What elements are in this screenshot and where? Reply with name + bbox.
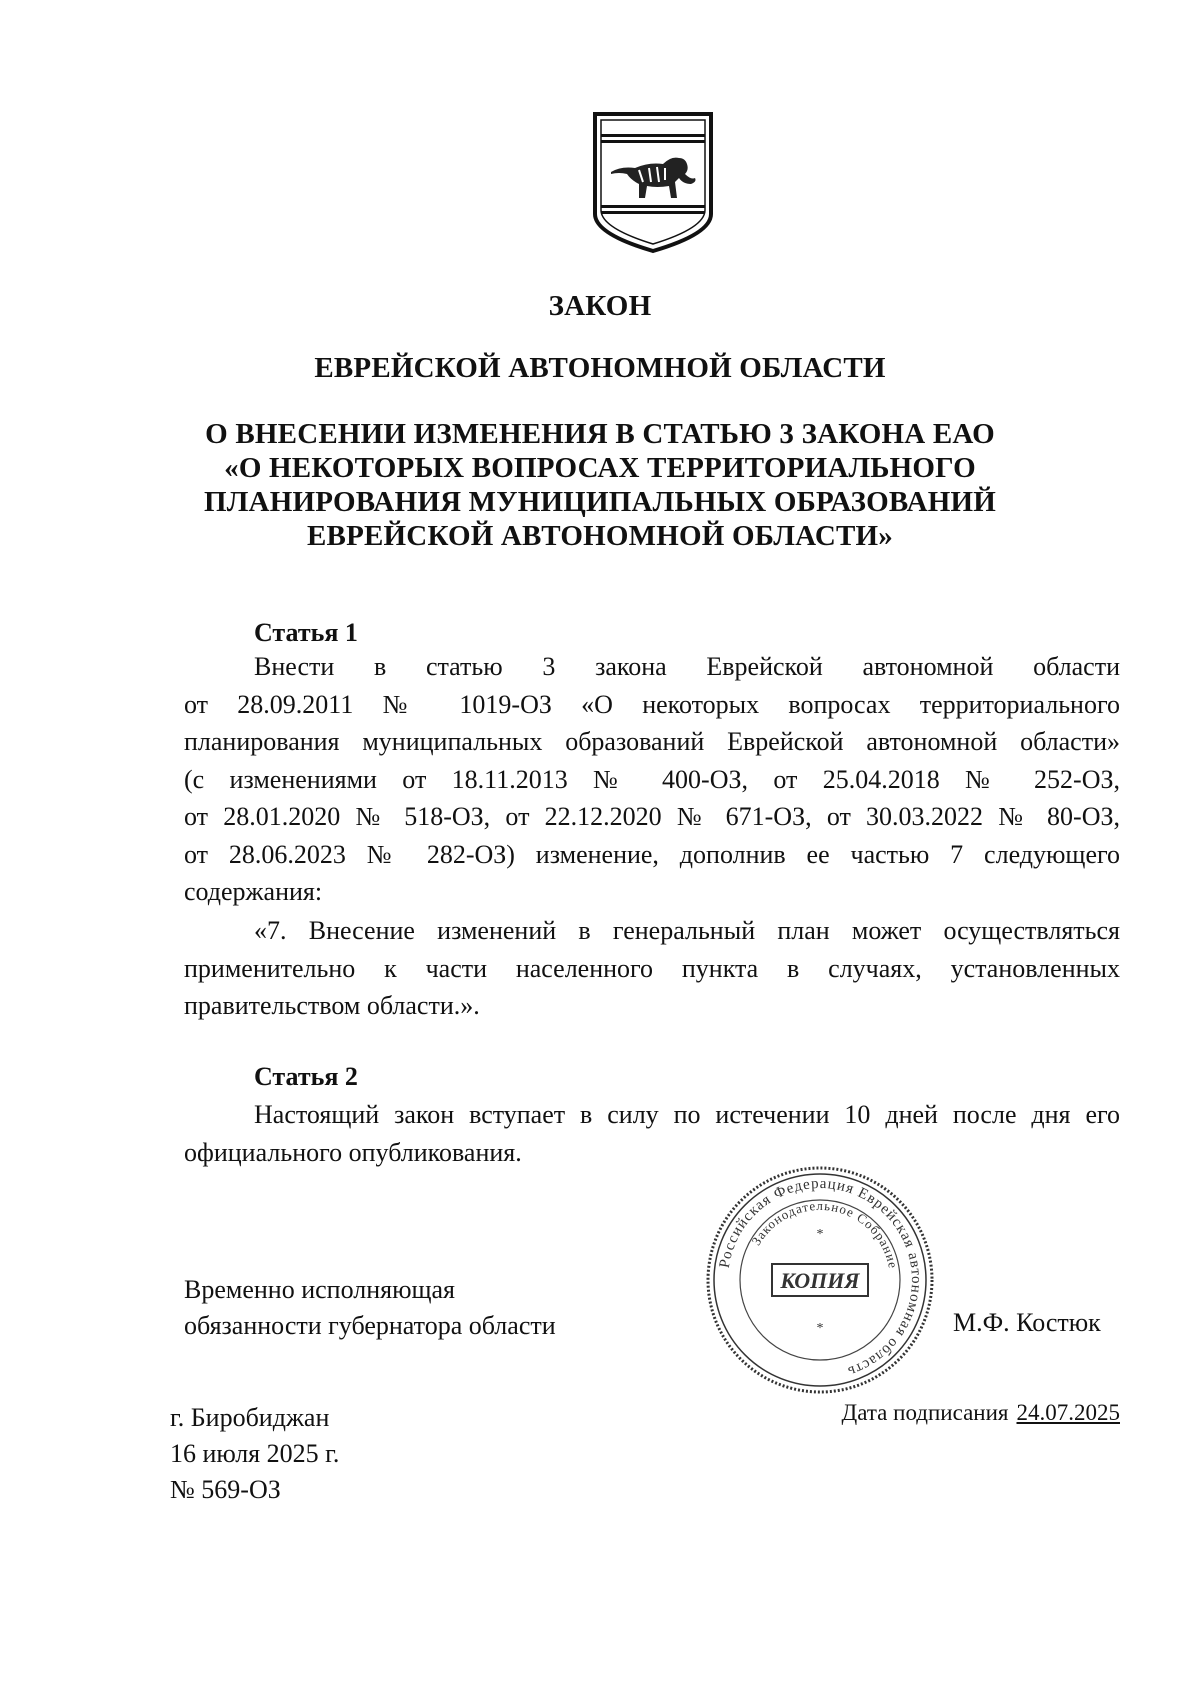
article-2-heading: Статья 2	[254, 1062, 358, 1091]
region-title: ЕВРЕЙСКОЙ АВТОНОМНОЙ ОБЛАСТИ	[314, 352, 886, 384]
signing-date	[842, 1400, 1120, 1426]
subject-line: ПЛАНИРОВАНИЯ МУНИЦИПАЛЬНЫХ ОБРАЗОВАНИЙ	[203, 486, 997, 518]
subject-line: ЕВРЕЙСКОЙ АВТОНОМНОЙ ОБЛАСТИ»	[307, 520, 893, 552]
text-line: Настоящий закон вступает в силу по истечении 10 дней после дня его	[254, 1100, 1120, 1129]
text-line: правительством области.».	[184, 991, 480, 1020]
seal-star-icon: *	[816, 1321, 824, 1336]
article-1-quote	[184, 912, 1120, 1025]
signing-date-value: 24.07.2025	[1016, 1400, 1120, 1425]
coat-of-arms-icon	[591, 110, 715, 255]
article-1-text	[184, 648, 1120, 911]
law-details	[170, 1400, 339, 1508]
text-line: планирования муниципальных образований Еврейской автономной области»	[184, 727, 1120, 756]
city: г. Биробиджан	[170, 1403, 330, 1432]
seal-star-icon: *	[816, 1227, 824, 1242]
position-line: обязанности губернатора области	[184, 1311, 556, 1340]
law-subject-title	[0, 417, 1200, 553]
text-line: от 28.09.2011 № 1019-ОЗ «О некоторых вопросах территориального	[184, 689, 1120, 719]
signing-date-label: Дата подписания	[841, 1400, 1009, 1425]
text-line: «7. Внесение изменений в генеральный план может осуществляться	[254, 916, 1120, 945]
subject-line: «О НЕКОТОРЫХ ВОПРОСАХ ТЕРРИТОРИАЛЬНОГО	[224, 452, 976, 484]
seal-outer-text: Российская Федерация Еврейская автономная область	[716, 1175, 925, 1380]
seal-stamp-icon	[700, 1160, 940, 1400]
text-line: от 28.06.2023 № 282-ОЗ) изменение, дополнив ее частью 7 следующего	[184, 839, 1120, 869]
text-line: официального опубликования.	[184, 1137, 522, 1167]
seal-center-text: КОПИЯ	[780, 1268, 860, 1293]
text-line: Внести в статью 3 закона Еврейской автономной области	[254, 652, 1120, 681]
position-line: Временно исполняющая	[184, 1275, 456, 1304]
seal-inner-text: Законодательное Собрание	[748, 1197, 902, 1271]
official-seal	[700, 1160, 940, 1400]
subject-line: О ВНЕСЕНИИ ИЗМЕНЕНИЯ В СТАТЬЮ 3 ЗАКОНА ЕАО	[205, 418, 995, 450]
signatory-position	[184, 1272, 556, 1344]
article-1-heading: Статья 1	[254, 618, 358, 647]
signatory-name: М.Ф. Костюк	[953, 1308, 1101, 1337]
law-number: № 569-ОЗ	[170, 1475, 281, 1504]
article-2-text	[184, 1096, 1120, 1171]
document-type-title: ЗАКОН	[548, 290, 652, 322]
text-line: содержания:	[184, 877, 323, 906]
text-line: (с изменениями от 18.11.2013 № 400-ОЗ, от 25.04.2018 № 252-ОЗ,	[184, 764, 1120, 794]
coat-of-arms	[591, 110, 715, 255]
text-line: от 28.01.2020 № 518-ОЗ, от 22.12.2020 № 671-ОЗ, от 30.03.2022 № 80-ОЗ,	[184, 802, 1120, 831]
text-line: применительно к части населенного пункта в случаях, установленных	[184, 953, 1120, 983]
law-date: 16 июля 2025 г.	[170, 1439, 340, 1468]
